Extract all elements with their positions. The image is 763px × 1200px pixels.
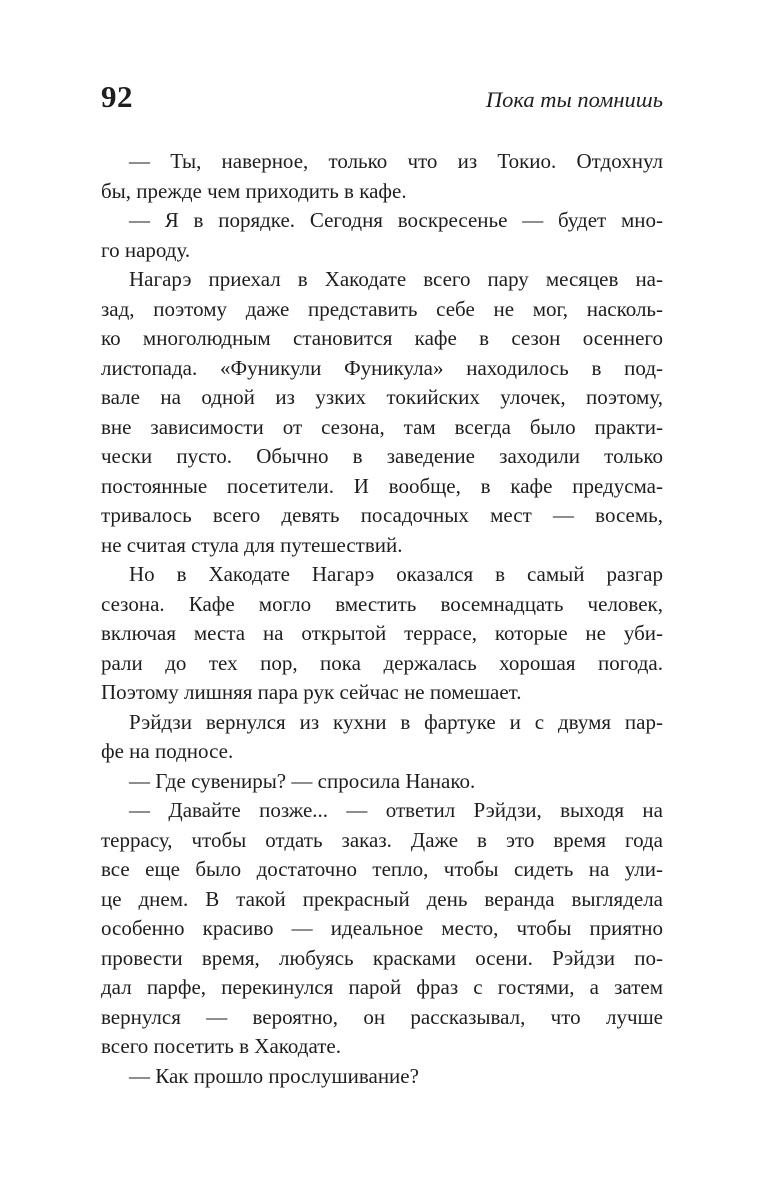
text-line: листопада. «Фуникули Фуникула» находилось в под- xyxy=(101,355,663,380)
text-line: — Где сувениры? — спросила Нанако. xyxy=(129,768,476,793)
text-line: вне зависимости от сезона, там всегда было практи- xyxy=(101,414,663,439)
page-number: 92 xyxy=(101,79,133,114)
text-line: вернулся — вероятно, он рассказывал, что лучше xyxy=(101,1004,663,1029)
text-line: го народу. xyxy=(101,237,191,262)
text-line: ко многолюдным становится кафе в сезон осеннего xyxy=(101,326,663,350)
text-line: — Я в порядке. Сегодня воскресенье — будет мно- xyxy=(129,208,663,232)
text-line: дал парфе, перекинулся парой фраз с гостями, а затем xyxy=(101,975,663,999)
text-line: провести время, любуясь красками осени. Рэйдзи по- xyxy=(101,945,663,970)
text-line: все еще было достаточно тепло, чтобы сидеть на ули- xyxy=(101,857,663,881)
text-line: не считая стула для путешествий. xyxy=(101,532,403,557)
text-line: Но в Хакодате Нагарэ оказался в самый разгар xyxy=(129,562,663,586)
text-line: сезона. Кафе могло вместить восемнадцать человек, xyxy=(101,591,663,616)
text-line: тривалось всего девять посадочных мест — восемь, xyxy=(101,503,663,527)
text-line: чески пусто. Обычно в заведение заходили только xyxy=(101,444,663,468)
text-line: террасу, чтобы отдать заказ. Даже в это время года xyxy=(101,827,663,852)
text-line: вале на одной из узких токийских улочек, поэтому, xyxy=(101,385,663,409)
text-line: Рэйдзи вернулся из кухни в фартуке и с двумя пар- xyxy=(129,709,663,734)
text-line: особенно красиво — идеальное место, чтобы приятно xyxy=(101,916,663,940)
page-body xyxy=(101,147,663,1091)
text-line: це днем. В такой прекрасный день веранда выглядела xyxy=(101,886,663,911)
text-line: — Ты, наверное, только что из Токио. Отдохнул xyxy=(129,149,663,173)
running-title: Пока ты помнишь xyxy=(485,87,663,112)
text-line: включая места на открытой террасе, которые не уби- xyxy=(101,621,663,645)
text-line: фе на подносе. xyxy=(101,739,234,763)
text-line: постоянные посетители. И вообще, в кафе предусма- xyxy=(101,473,663,498)
page-header xyxy=(101,79,663,115)
text-line: Нагарэ приехал в Хакодате всего пару месяцев на- xyxy=(129,267,663,291)
text-line: рали до тех пор, пока держалась хорошая погода. xyxy=(101,650,663,675)
text-line: — Как прошло прослушивание? xyxy=(129,1063,419,1088)
text-line: зад, поэтому даже представить себе не мог, насколь- xyxy=(101,296,663,321)
text-line: Поэтому лишняя пара рук сейчас не помешает. xyxy=(101,680,522,704)
text-line: — Давайте позже... — ответил Рэйдзи, выходя на xyxy=(129,798,663,822)
text-line: бы, прежде чем приходить в кафе. xyxy=(101,178,407,203)
text-line: всего посетить в Хакодате. xyxy=(101,1034,342,1058)
